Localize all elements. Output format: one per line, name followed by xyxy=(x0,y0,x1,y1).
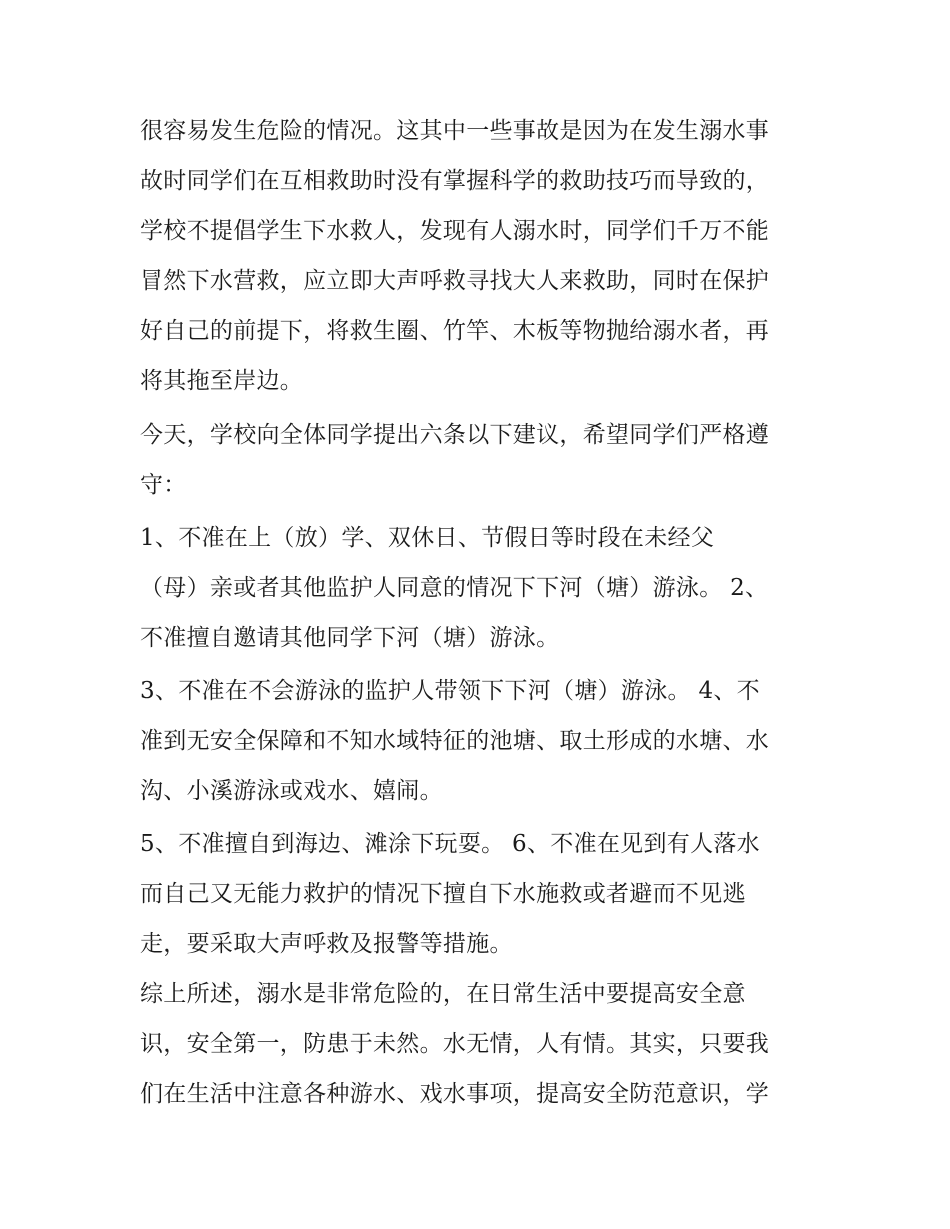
text-line: 学校不提倡学生下水救人，发现有人溺水时，同学们千万不能 xyxy=(140,218,770,244)
text-line: 今天，学校向全体同学提出六条以下建议，希望同学们严格遵 xyxy=(140,422,770,448)
text-line: 综上所述，溺水是非常危险的，在日常生活中要提高安全意 xyxy=(140,981,746,1007)
text-line: 5、不准擅自到海边、滩涂下玩耍。 6、不准在见到有人落水 xyxy=(140,831,760,857)
text-line: 故时同学们在互相救助时没有掌握科学的救助技巧而导致的， xyxy=(140,168,770,194)
text-line: 守： xyxy=(140,472,187,498)
text-line: 们在生活中注意各种游水、戏水事项，提高安全防范意识，学 xyxy=(140,1081,770,1107)
text-line: 沟、小溪游泳或戏水、嬉闹。 xyxy=(140,778,443,804)
text-line: 冒然下水营救，应立即大声呼救寻找大人来救助，同时在保护 xyxy=(140,268,770,294)
text-line: 不准擅自邀请其他同学下河（塘）游泳。 xyxy=(140,625,560,651)
text-line: 走，要采取大声呼救及报警等措施。 xyxy=(140,931,513,957)
text-line: （母）亲或者其他监护人同意的情况下下河（塘）游泳。 2、 xyxy=(140,575,769,601)
text-line: 很容易发生危险的情况。这其中一些事故是因为在发生溺水事 xyxy=(140,118,770,144)
text-line: 将其拖至岸边。 xyxy=(140,368,304,394)
text-line: 准到无安全保障和不知水域特征的池塘、取土形成的水塘、水 xyxy=(140,728,770,754)
text-line: 1、不准在上（放）学、双休日、节假日等时段在未经父 xyxy=(140,525,715,551)
text-line: 好自己的前提下，将救生圈、竹竿、木板等物抛给溺水者，再 xyxy=(140,318,770,344)
text-line: 识，安全第一，防患于未然。水无情，人有情。其实，只要我 xyxy=(140,1031,770,1057)
text-line: 而自己又无能力救护的情况下擅自下水施救或者避而不见逃 xyxy=(140,881,746,907)
text-line: 3、不准在不会游泳的监护人带领下下河（塘）游泳。 4、不 xyxy=(140,678,760,704)
